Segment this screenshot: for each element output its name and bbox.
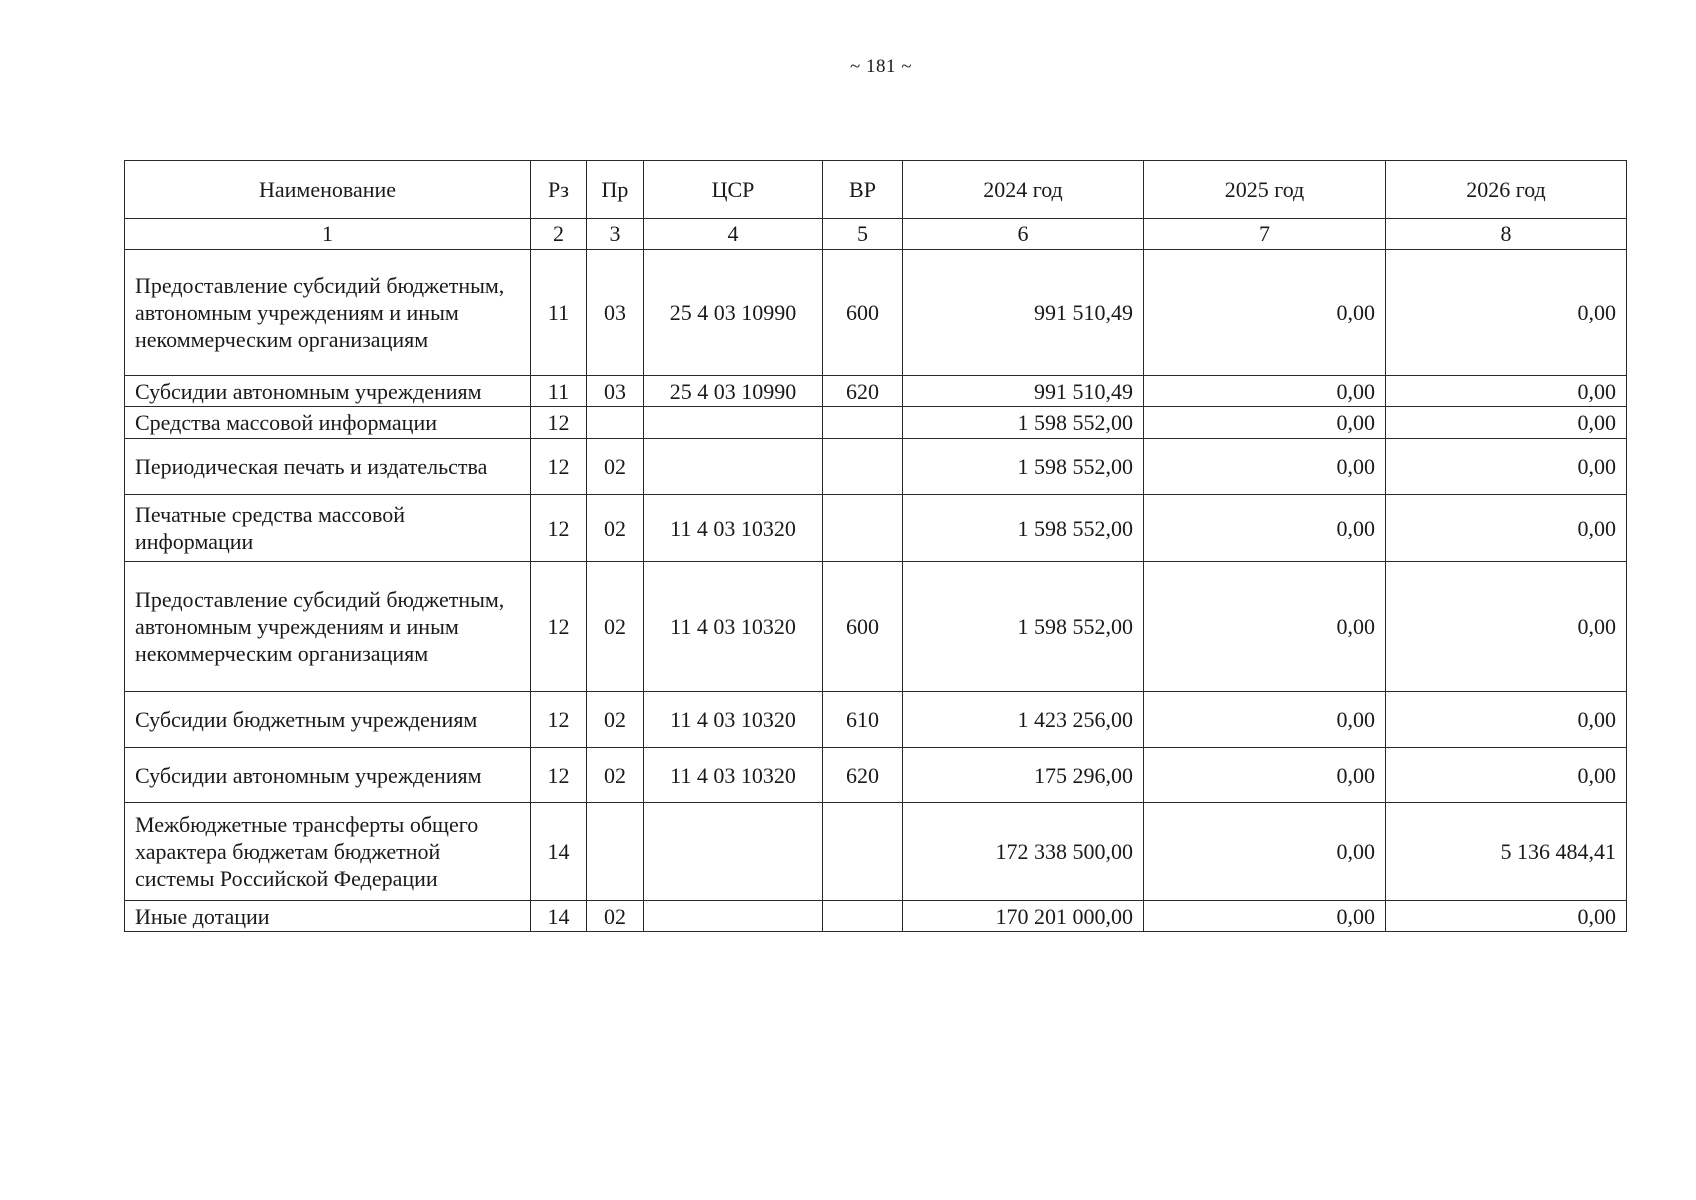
row-vr <box>823 407 903 439</box>
column-number: 3 <box>587 219 644 250</box>
row-pr: 02 <box>587 495 644 562</box>
column-number: 7 <box>1144 219 1386 250</box>
row-amount-2024: 170 201 000,00 <box>903 901 1144 932</box>
row-vr: 600 <box>823 562 903 692</box>
row-rz: 12 <box>531 407 587 439</box>
row-csr: 11 4 03 10320 <box>644 748 823 803</box>
column-header-2026: 2026 год <box>1386 161 1627 219</box>
row-amount-2024: 991 510,49 <box>903 376 1144 407</box>
row-amount-2025: 0,00 <box>1144 901 1386 932</box>
row-pr: 02 <box>587 562 644 692</box>
row-vr: 600 <box>823 250 903 376</box>
row-name: Межбюджетные трансферты общего характера бюджетам бюджетной системы Российской Федерации <box>125 803 531 901</box>
table-row <box>125 692 1627 748</box>
row-csr <box>644 439 823 495</box>
row-rz: 11 <box>531 376 587 407</box>
column-number: 1 <box>125 219 531 250</box>
row-csr <box>644 803 823 901</box>
row-csr: 11 4 03 10320 <box>644 495 823 562</box>
row-csr: 11 4 03 10320 <box>644 692 823 748</box>
row-rz: 12 <box>531 562 587 692</box>
row-name: Субсидии автономным учреждениям <box>125 748 531 803</box>
row-rz: 12 <box>531 439 587 495</box>
row-rz: 12 <box>531 495 587 562</box>
row-amount-2026: 0,00 <box>1386 692 1627 748</box>
row-vr <box>823 803 903 901</box>
row-rz: 12 <box>531 692 587 748</box>
column-number: 6 <box>903 219 1144 250</box>
column-header-pr: Пр <box>587 161 644 219</box>
row-amount-2024: 1 598 552,00 <box>903 439 1144 495</box>
table-row <box>125 376 1627 407</box>
column-header-vr: ВР <box>823 161 903 219</box>
row-vr: 620 <box>823 376 903 407</box>
row-vr: 620 <box>823 748 903 803</box>
row-name: Субсидии бюджетным учреждениям <box>125 692 531 748</box>
row-name: Средства массовой информации <box>125 407 531 439</box>
column-number: 4 <box>644 219 823 250</box>
table-row <box>125 439 1627 495</box>
row-amount-2026: 0,00 <box>1386 748 1627 803</box>
row-amount-2026: 0,00 <box>1386 901 1627 932</box>
row-amount-2024: 1 598 552,00 <box>903 495 1144 562</box>
row-amount-2024: 175 296,00 <box>903 748 1144 803</box>
row-name: Субсидии автономным учреждениям <box>125 376 531 407</box>
row-vr <box>823 439 903 495</box>
row-amount-2026: 0,00 <box>1386 495 1627 562</box>
row-amount-2025: 0,00 <box>1144 748 1386 803</box>
row-amount-2026: 0,00 <box>1386 439 1627 495</box>
row-amount-2025: 0,00 <box>1144 407 1386 439</box>
column-header-rz: Рз <box>531 161 587 219</box>
row-amount-2026: 0,00 <box>1386 376 1627 407</box>
row-name: Периодическая печать и издательства <box>125 439 531 495</box>
row-rz: 14 <box>531 901 587 932</box>
row-amount-2025: 0,00 <box>1144 562 1386 692</box>
row-vr <box>823 901 903 932</box>
page-number: ~ 181 ~ <box>849 56 913 77</box>
row-csr: 11 4 03 10320 <box>644 562 823 692</box>
table-row <box>125 803 1627 901</box>
column-number: 2 <box>531 219 587 250</box>
row-amount-2025: 0,00 <box>1144 439 1386 495</box>
row-csr <box>644 407 823 439</box>
row-csr: 25 4 03 10990 <box>644 376 823 407</box>
row-pr: 02 <box>587 901 644 932</box>
table-row <box>125 407 1627 439</box>
table-row <box>125 495 1627 562</box>
row-rz: 11 <box>531 250 587 376</box>
row-amount-2025: 0,00 <box>1144 803 1386 901</box>
row-amount-2024: 1 598 552,00 <box>903 407 1144 439</box>
row-amount-2026: 0,00 <box>1386 562 1627 692</box>
row-vr <box>823 495 903 562</box>
row-amount-2025: 0,00 <box>1144 495 1386 562</box>
row-pr <box>587 407 644 439</box>
row-name: Предоставление субсидий бюджетным, автономным учреждениям и иным некоммерческим организациям <box>125 562 531 692</box>
row-vr: 610 <box>823 692 903 748</box>
row-amount-2024: 991 510,49 <box>903 250 1144 376</box>
table-row <box>125 562 1627 692</box>
budget-table <box>124 160 1627 932</box>
row-name: Иные дотации <box>125 901 531 932</box>
table-row <box>125 901 1627 932</box>
row-amount-2024: 1 423 256,00 <box>903 692 1144 748</box>
row-pr: 02 <box>587 692 644 748</box>
row-amount-2026: 0,00 <box>1386 407 1627 439</box>
row-name: Печатные средства массовой информации <box>125 495 531 562</box>
row-pr: 03 <box>587 376 644 407</box>
column-number: 5 <box>823 219 903 250</box>
column-header-2024: 2024 год <box>903 161 1144 219</box>
table-row <box>125 250 1627 376</box>
row-amount-2024: 1 598 552,00 <box>903 562 1144 692</box>
row-pr <box>587 803 644 901</box>
row-amount-2025: 0,00 <box>1144 250 1386 376</box>
column-header-name: Наименование <box>125 161 531 219</box>
column-header-csr: ЦСР <box>644 161 823 219</box>
row-amount-2026: 0,00 <box>1386 250 1627 376</box>
table-header-row <box>125 161 1627 219</box>
row-amount-2026: 5 136 484,41 <box>1386 803 1627 901</box>
row-amount-2025: 0,00 <box>1144 692 1386 748</box>
row-csr: 25 4 03 10990 <box>644 250 823 376</box>
row-rz: 12 <box>531 748 587 803</box>
row-pr: 03 <box>587 250 644 376</box>
column-header-2025: 2025 год <box>1144 161 1386 219</box>
row-pr: 02 <box>587 748 644 803</box>
row-name: Предоставление субсидий бюджетным, автономным учреждениям и иным некоммерческим организациям <box>125 250 531 376</box>
table-row <box>125 748 1627 803</box>
row-rz: 14 <box>531 803 587 901</box>
column-number: 8 <box>1386 219 1627 250</box>
row-amount-2024: 172 338 500,00 <box>903 803 1144 901</box>
row-csr <box>644 901 823 932</box>
column-number-row <box>125 219 1627 250</box>
row-amount-2025: 0,00 <box>1144 376 1386 407</box>
row-pr: 02 <box>587 439 644 495</box>
